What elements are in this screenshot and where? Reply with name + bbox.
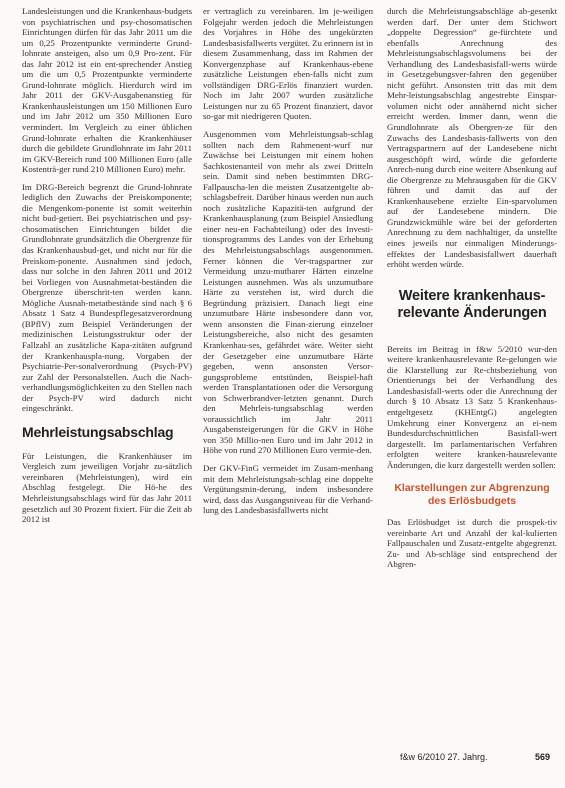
- body-paragraph: er vertraglich zu vereinbaren. Im je-weiligen Folgejahr werden jedoch die Mehrleistungen des Vorjahres in Höhe des ungekürzten Landesbasisfallwerts vergütet. Zu erinnern ist in diesem Zusammenhang, dass im Rahmen der Konvergenzphase auf Krankenhaus-ebene zusätzliche Leistungen eben-falls nicht zum vollständigen DRG-Erlös finanziert wurden. Noch im Jahr 2007 wurden zusätzliche Leistungen nur zu 65 Prozent finanziert, davor so-gar mit niedrigeren Quoten.: [203, 6, 373, 122]
- body-paragraph: Das Erlösbudget ist durch die prospek-tiv vereinbarte Art und Anzahl der kal-kulierten Fallpauschalen und Zusatz-entgelte abgegrenzt. Zu- und Ab-schläge sind entsprechend der Abgren-: [387, 517, 557, 570]
- text-column-1: [22, 6, 192, 532]
- page-number: 569: [534, 752, 550, 762]
- body-paragraph: Landesleistungen und die Krankenhaus-budgets von psychiatrischen und psy-chosomatischen Einrichtungen dürfen für das Jahr 2011 um die um 0,25 Prozentpunkte verminderte Grund-lohnrate ansteigen, also um 0,9 Pro-zent. Für das Jahr 2012 ist ein ent-sprechender Anstieg um die um 0,5 Prozentpunkte verminderte Grund-lohnrate möglich. Hierdurch wird im Jahr 2011 der GKV-Ausgabenanstieg für Krankenhausleistungen um 150 Millionen Euro und im Jahr 2012 um 350 Millionen Euro vermindert. Im Vergleich zu einer üblichen Grund-lohnrate erhalten die Krankenhäuser durch die gebildete Grundlohnrate im Jahr 2011 im GKV-Bereich rund 100 Millionen Euro (alle Kostenträ-ger rund 210 Millionen Euro) mehr.: [22, 6, 192, 175]
- body-paragraph: Im DRG-Bereich begrenzt die Grund-lohnrate lediglich den Zuwachs der Preiskomponente; die Mengenkom-ponente ist somit weiterhin nicht bud-getiert. Bei psychiatrischen und psy-chosomatischen Einrichtungen bildet die Grundlohnrate grundsätzlich die Obergrenze für das Krankenhausbud-get, und nicht nur für die Preiskom-ponente. Ausnahmen sind jedoch, dass nur solche in den Jahren 2011 und 2012 bei Vorliegen von Ausnahmetat-beständen die Obergrenze überschrit-ten werden kann. Mögliche Ausnah-metatbestände sind nach § 6 Absatz 1 Satz 4 Bundespflegesatzverordnung (BPflV) zum Beispiel Veränderungen der medizinischen Leistungsstruktur oder der Fallzahl an zusätzliche Kapa-zitäten aufgrund der Krankenhauspla-nung. Vorgaben der Psychiatrie-Per-sonalverordnung (Psych-PV) zur Zahl der Personalstellen. Auch die Nach-verhandlungsmöglichkeiten zu den Stellen nach der Psych-PV wird dadurch nicht eingeschränkt.: [22, 181, 192, 414]
- body-paragraph: Ausgenommen vom Mehrleistungsab-schlag sollten nach dem Rahmenent-wurf nur Zuwächse bei Leistungen mit einem hohen Sachkostenanteil von mehr als zwei Dritteln sein. Damit sind neben bestimmten DRG-Fallpauscha-len die meisten Zusatzentgelte ab-schlagsbefreit. Darüber hinaus werden nun auch noch zusätzliche Kapazitä-ten aufgrund der Krankenhausplanung (zum Beispiel Ansiedlung einer neu-en Fachabteilung) oder des Investi-tionsprogramms des Landes von der Erhebung des Mehrleistungsabschlags ausgenommen. Ferner können die Ver-tragspartner zur Vermeidung unzu-mutbarer Härten einzelne Leistungen ausnehmen. Was als unzumutbare Härte zu verstehen ist, wird durch die Begründung präzisiert. Danach liegt eine unzumutbare Härte insbesondere dann vor, wenn ansonsten die Finan-zierung einzelner Leistungsbereiche, also nicht des gesamten Krankenhau-ses, gefährdet wäre. Weiter sieht der Gesetzgeber eine unzumutbare Härte gegeben, wenn ansonsten Versor-gungsprobleme entstünden, Beispiel-haft werden Transplantationen oder die Versorgung von Schwerbrandver-letzten genannt. Durch den Mehrleis-tungsabschlag werden voraussichtlich im Jahr 2011 Ausgabensteigerungen für die GKV in Höhe von 350 Millio-nen Euro und im Jahr 2012 in Höhe von rund 270 Millionen Euro vermie-den.: [203, 129, 373, 456]
- body-paragraph: Der GKV-FinG vermeidet im Zusam-menhang mit dem Mehrleistungsab-schlag eine doppelte Vergütungsmin-derung, indem insbesondere wird, dass das Ausgangsniveau für die Verhand-lung des Landesbasisfallwerts nicht: [203, 462, 373, 516]
- journal-issue: f&w 6/2010 27. Jahrg.: [400, 752, 488, 762]
- sub-heading: Klarstellungen zur Abgrenzung des Erlösbudgets: [394, 482, 550, 507]
- body-paragraph: Bereits im Beitrag in f&w 5/2010 wur-den weitere krankenhausrelevante Re-gelungen wie die Klarstellung zur Re-chtsbeziehung von Orientierungs bei der Verhandlung des Landesbasisfall-werts oder die Anrechnung der durch § 10 Absatz 13 Satz 5 Krankenhaus-entgeltgesetz (KHEntgG) angelegten Umkehrung einer Konvergenz an ei-nem Bundesdurchschnittlichen Basisfall-wert dargestellt. Im parlamentarischen Verfahren erfolgten weitere kranken-hausrelevante Änderungen, die kurz dargestellt werden sollen:: [387, 343, 557, 470]
- section-heading: Weitere krankenhaus-relevante Änderungen: [397, 287, 547, 321]
- text-column-2: [203, 6, 373, 523]
- page-footer: [400, 752, 550, 766]
- section-heading: Mehrleistungsabschlag: [22, 423, 174, 440]
- body-paragraph: durch die Mehrleistungsabschläge ab-gesenkt werden darf. Der unter dem Stichwort „doppelte Degression“ ge-fürchtete und ebenfalls Anrechnung des Mehrleistungsabschlagsvolumens bei der Verhandlung des Landesbasisfall-werts würde in Gesetzgebungsver-fahren den gegenüber nicht geführt. Ansonsten tritt das mit dem Mehr-leistungsabschlag angestrebte Einspar-volumen nicht oder annähernd nicht sicher erreicht werden. Immer dann, wenn die Grundlohnrate als Obergren-ze für den Zuwachs des Landesbasis-fallwerts von den Vertragspartnern auf der Landesebene nicht ausgeschöpft wird, würde die geforderte Anrech-nung durch eine weitere Absenkung auf die Obergrenze zu Mehrausgaben für die GKV führen und damit das auf der Krankenhausebene erzielte Ein-sparvolumen auf der Landesebene mindern. Die Grundzwickmühle wäre bei der geforderten Anrechnung zu dem nachhaltiger, da unstellte eines jeweils nur einmaligen Minderungs-effektes der Landesbasisfallwert dauerhaft erhöht werden würde.: [387, 6, 557, 270]
- text-column-3: [387, 6, 557, 577]
- body-paragraph: Für Leistungen, die Krankenhäuser im Vergleich zum jeweiligen Vorjahr zu-sätzlich vereinbaren (Mehrleistungen), wird ein Abschlag festgelegt. Die Hö-he des Mehrleistungsabschlags wird für das Jahr 2011 gesetzlich auf 30 Prozent fixiert. Für die Zeit ab 2012 ist: [22, 450, 192, 525]
